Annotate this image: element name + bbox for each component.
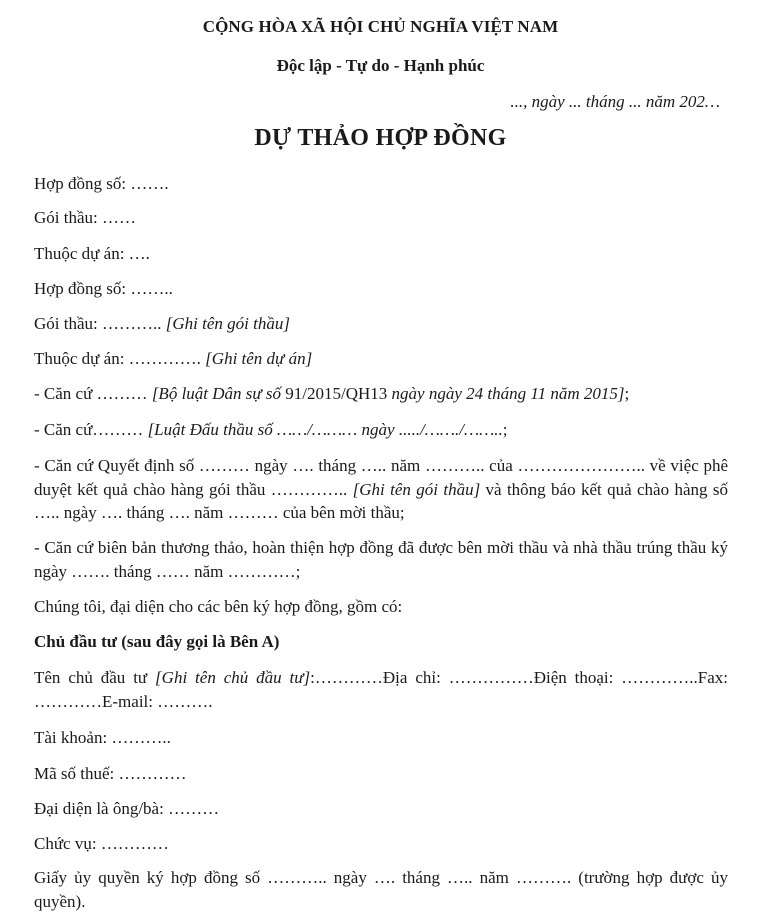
civil-code-number: 91/2015/QH13 — [285, 384, 388, 403]
document-title: DỰ THẢO HỢP ĐỒNG — [254, 125, 507, 151]
package-label: Gói thầu: ……….. — [34, 314, 166, 333]
decision-text-cont: và thông báo kết quả chào hàng số ….. ngày …. tháng …. năm ……… của bên mời thầu; — [34, 479, 728, 522]
basis-civil-code — [34, 382, 728, 405]
authorization-field: Giấy ủy quyền ký hợp đồng số ……….. ngày …. tháng ….. năm ………. (trường hợp được ủy quyền). — [34, 868, 728, 911]
position-field: Chức vụ: ………… — [34, 834, 169, 853]
date-line: ..., ngày ... tháng ... năm 202… — [510, 92, 720, 111]
basis-prefix: - Căn cứ ……… — [34, 384, 152, 403]
contract-number-field-2: Hợp đồng số: …….. — [34, 279, 173, 298]
basis-suffix: ; — [624, 384, 630, 403]
national-motto: Độc lập - Tự do - Hạnh phúc — [276, 56, 485, 75]
representative-field: Đại diện là ông/bà: ……… — [34, 799, 220, 818]
package-field: Gói thầu: …… — [34, 208, 136, 227]
decision-text: - Căn cứ Quyết định số ……… ngày …. tháng ….. năm ……….. của ………………….. về việc phê duyệt kết quả chào hàng gói thầu ………….. — [34, 456, 728, 499]
party-a-heading: Chủ đầu tư (sau đây gọi là Bên A) — [34, 632, 280, 651]
parties-intro: Chúng tôi, đại diện cho các bên ký hợp đồng, gồm có: — [34, 597, 403, 616]
civil-code-hint: [Bộ luật Dân sự số — [151, 384, 286, 403]
package-hint: [Ghi tên gói thầu] — [165, 314, 290, 333]
investor-contact: :…………Địa chỉ: ……………Điện thoại: …………..Fax: …………E-mail: ………. — [34, 668, 728, 711]
project-field: Thuộc dự án: …. — [34, 244, 150, 263]
investor-info — [34, 666, 728, 713]
project-label: Thuộc dự án: …………. — [34, 349, 206, 368]
tax-code-field: Mã số thuế: ………… — [34, 764, 187, 783]
basis-prefix: - Căn cứ……… — [34, 420, 148, 439]
basis-decision — [34, 454, 728, 525]
investor-name-label: Tên chủ đầu tư — [34, 668, 156, 687]
civil-code-date: ngày ngày 24 tháng 11 năm 2015] — [387, 384, 625, 403]
basis-suffix: ; — [502, 420, 508, 439]
investor-name-hint: [Ghi tên chủ đầu tư] — [155, 668, 311, 687]
account-field: Tài khoản: ……….. — [34, 728, 171, 747]
project-field-2 — [34, 347, 728, 370]
basis-bidding-law — [34, 418, 728, 441]
national-title: CỘNG HÒA XÃ HỘI CHỦ NGHĨA VIỆT NAM — [202, 17, 559, 36]
project-hint: [Ghi tên dự án] — [205, 349, 313, 368]
package-field-2 — [34, 312, 728, 335]
contract-number-field: Hợp đồng số: ……. — [34, 174, 169, 193]
decision-hint: [Ghi tên gói thầu] — [352, 479, 481, 499]
bidding-law-hint: [Luật Đấu thầu số ……/……… ngày ...../……./…….. — [147, 420, 503, 439]
basis-minutes: - Căn cứ biên bản thương thảo, hoàn thiện hợp đồng đã được bên mời thầu và nhà thầu trúng thầu ký ngày ……. tháng …… năm …………; — [34, 538, 728, 581]
